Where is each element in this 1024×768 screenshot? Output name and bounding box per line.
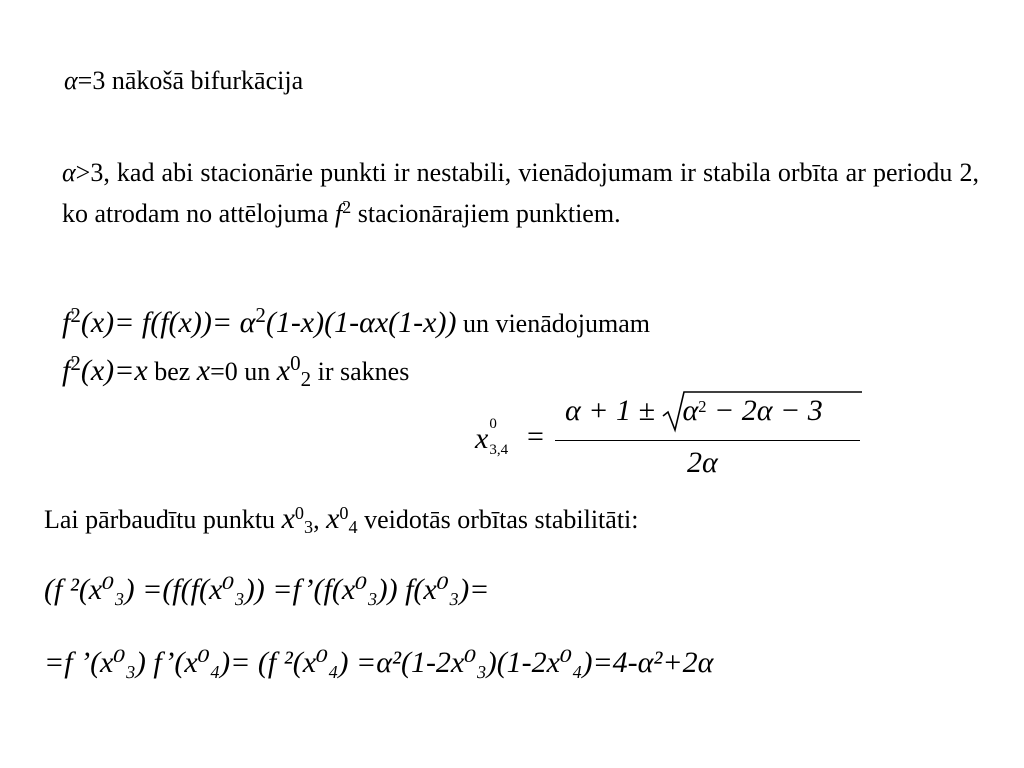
x-symbol: x	[475, 422, 489, 455]
x-symbol: x	[196, 354, 211, 387]
superscript: 0	[339, 502, 349, 523]
square-root	[662, 394, 822, 428]
x-symbol: x	[326, 502, 340, 535]
derivative-text: (f ²(x⁰₃) =(f(f(x⁰₃)) =f’(f(x⁰₃)) f(x⁰₃)=	[44, 573, 490, 606]
intro-tail: veidotās orbītas stabilitāti:	[357, 505, 639, 534]
text-part: bez	[147, 357, 197, 386]
paragraph-text: >3, kad abi stacionārie punkti ir nestabili, vienādojumam ir stabila orbīta ar periodu 2, ko atrodam no attēlojuma	[62, 158, 979, 228]
formula-lhs	[475, 416, 512, 458]
radicand-alpha: α	[682, 394, 699, 427]
f-symbol: f	[334, 199, 343, 228]
radical-sign-icon	[662, 390, 862, 434]
root-formula	[475, 388, 875, 488]
x-symbol: x	[276, 354, 291, 387]
paragraph-tail: stacionārajiem punktiem.	[351, 199, 621, 228]
equation-middle: (x)= f(f(x))=	[80, 306, 240, 339]
superscript: 0	[294, 502, 304, 523]
heading-line	[64, 66, 303, 96]
equation-rhs: (1-x)(1-αx(1-x))	[265, 306, 457, 339]
derivative-equation	[44, 572, 489, 607]
multiplier-text: =f ’(x⁰₃) f’(x⁰₄)= (f ²(x⁰₄) =α²(1-2x⁰₃)(1-2x⁰₄)=4-α²+2α	[44, 646, 714, 679]
stability-intro	[44, 502, 639, 536]
superscript: 0	[489, 416, 497, 432]
equation-f2	[62, 302, 650, 340]
comma: ,	[313, 505, 327, 534]
text-part: ir saknes	[311, 357, 410, 386]
heading-text: =3 nākošā bifurkācija	[77, 66, 304, 95]
subscript: 3,4	[489, 442, 509, 458]
radicand-rest: − 2α − 3	[706, 394, 823, 427]
f-symbol: f	[62, 354, 71, 387]
formula-denominator: 2α	[687, 446, 718, 479]
multiplier-equation	[44, 645, 713, 680]
alpha-symbol: α	[239, 306, 256, 339]
exponent: 2	[70, 350, 81, 375]
equation-part: (x)=x	[80, 354, 148, 387]
exponent: 2	[70, 302, 81, 327]
superscript: 0	[290, 350, 301, 375]
subscript: 4	[348, 517, 358, 538]
subscript: 3	[303, 517, 314, 538]
exponent: 2	[342, 196, 352, 217]
formula-numerator	[565, 394, 823, 428]
text-part: =0 un	[210, 357, 277, 386]
exponent: 2	[698, 396, 707, 416]
fraction-bar	[555, 440, 860, 441]
equation-roots	[62, 350, 410, 392]
x-symbol: x	[281, 502, 295, 535]
equals-sign: =	[527, 420, 544, 453]
alpha-symbol: α	[62, 158, 76, 187]
numerator-part: α + 1 ±	[565, 394, 663, 427]
intro-text: Lai pārbaudītu punktu	[44, 505, 282, 534]
alpha-symbol: α	[64, 66, 78, 95]
f-symbol: f	[62, 306, 71, 339]
exponent: 2	[255, 302, 266, 327]
subscript: 2	[300, 367, 312, 392]
equation-tail: un vienādojumam	[456, 309, 650, 338]
description-paragraph	[62, 152, 979, 234]
